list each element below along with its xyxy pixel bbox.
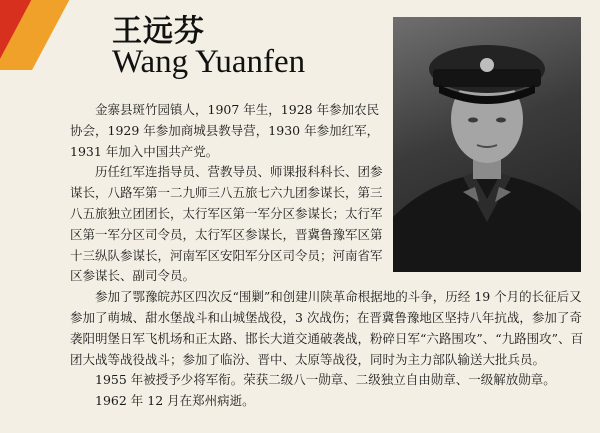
bio-paragraph-4: 1955 年被授予少将军衔。荣获二级八一勋章、二级独立自由勋章、一级解放勋章。 <box>95 372 556 388</box>
biography-text <box>70 100 590 412</box>
name-chinese: 王远芬 <box>112 14 205 49</box>
bio-paragraph-3: 参加了鄂豫皖苏区四次反“围剿”和创建川陕革命根据地的斗争，历经 19 个月的长征后又参加了萌城、甜水堡战斗和山城堡战役，3 次战伤；在晋冀鲁豫地区坚持八年抗战，参加了奇袭阳明堡日军飞机场和正太路、邯长大道交通破袭战，粉碎日军“六路围攻”、“九路围攻”、百团大战等战役战斗；参加了临汾、晋中、太原等战役，同时为主力部队输送大批兵员。 <box>70 289 584 367</box>
name-english: Wang Yuanfen <box>112 44 306 80</box>
bio-paragraph-2: 历任红军连指导员、营教导员、师课报科科长、团参谋长，八路军第一二九师三八五旅七六九团参谋长，第三八五旅独立团团长，太行军区第一军分区参谋长；太行军区第一军分区司令员，太行军区参谋长，晋冀鲁豫军区第十三纵队参谋长，河南军区安阳军分区司令员；河南省军区参谋长、副司令员。 <box>70 164 383 284</box>
bio-paragraph-1: 金寨县斑竹园镇人，1907 年生，1928 年参加农民协会，1929 年参加商城县教导营，1930 年参加红军，1931 年加入中国共产党。 <box>70 102 380 159</box>
bio-paragraph-5: 1962 年 12 月在郑州病逝。 <box>95 393 255 409</box>
